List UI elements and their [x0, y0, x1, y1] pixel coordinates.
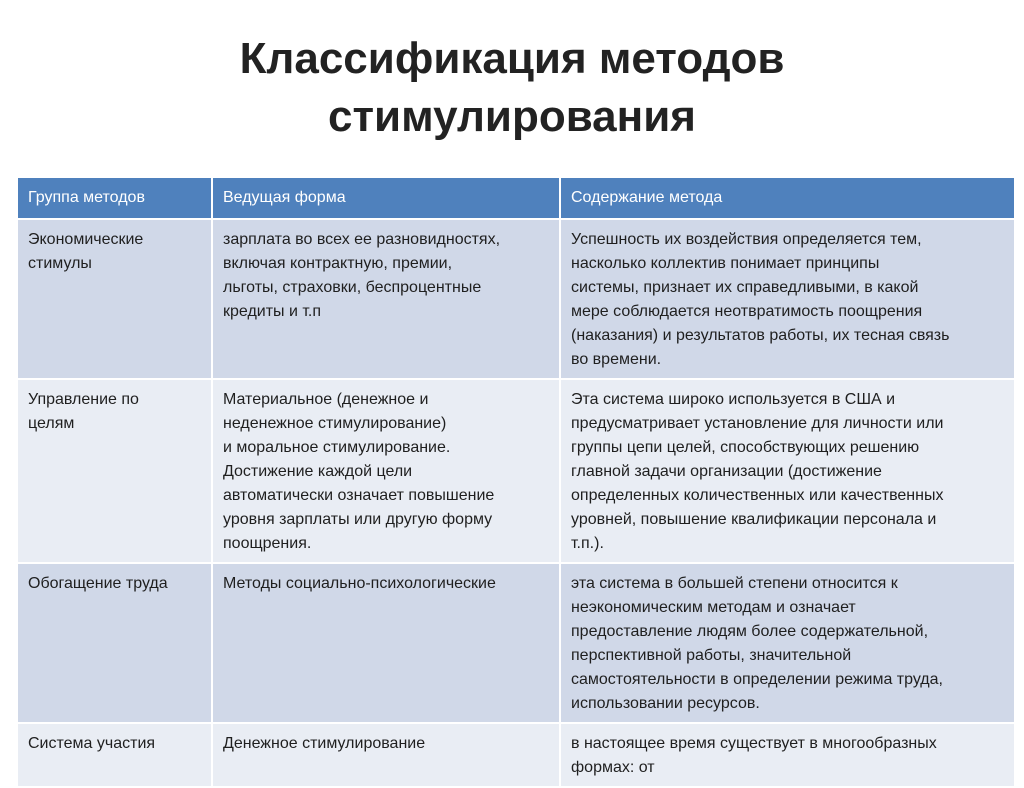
slide-title: [0, 30, 1024, 146]
cell-form: Материальное (денежное и неденежное стимулирование) и моральное стимулирование. Достижение каждой цели автоматически означает повышение уровня зарплаты или другую форму поощрения.: [212, 379, 560, 563]
cell-form: Методы социально-психологические: [212, 563, 560, 723]
slide-title-line-1: Классификация методов: [239, 34, 785, 83]
cell-form: Денежное стимулирование: [212, 723, 560, 787]
cell-content: эта система в большей степени относится к неэкономическим методам и означает предоставление людям более содержательной, перспективной работы, значительной самостоятельности в определении режима труда, использовании ресурсов.: [560, 563, 1014, 723]
table-row: [18, 219, 1014, 379]
cell-group: Обогащение труда: [18, 563, 212, 723]
table-row: [18, 563, 1014, 723]
cell-group: Экономические стимулы: [18, 219, 212, 379]
slide-title-line-2: стимулирования: [328, 92, 696, 141]
cell-form: зарплата во всех ее разновидностях, включая контрактную, премии, льготы, страховки, беспроцентные кредиты и т.п: [212, 219, 560, 379]
methods-table: [18, 178, 1014, 788]
cell-content: в настоящее время существует в многообразных формах: от: [560, 723, 1014, 787]
cell-content: Эта система широко используется в США и предусматривает установление для личности или группы цепи целей, способствующих решению главной задачи организации (достижение определенных количественных или качественных уровней, повышение квалификации персонала и т.п.).: [560, 379, 1014, 563]
table-row: [18, 723, 1014, 787]
table-row: [18, 379, 1014, 563]
table-header-row: [18, 178, 1014, 219]
cell-content: Успешность их воздействия определяется тем, насколько коллектив понимает принципы системы, признает их справедливыми, в какой мере соблюдается неотвратимость поощрения (наказания) и результатов работы, их тесная связь во времени.: [560, 219, 1014, 379]
column-header-group: Группа методов: [18, 178, 212, 219]
cell-group: Система участия: [18, 723, 212, 787]
cell-group: Управление по целям: [18, 379, 212, 563]
column-header-content: Содержание метода: [560, 178, 1014, 219]
column-header-form: Ведущая форма: [212, 178, 560, 219]
